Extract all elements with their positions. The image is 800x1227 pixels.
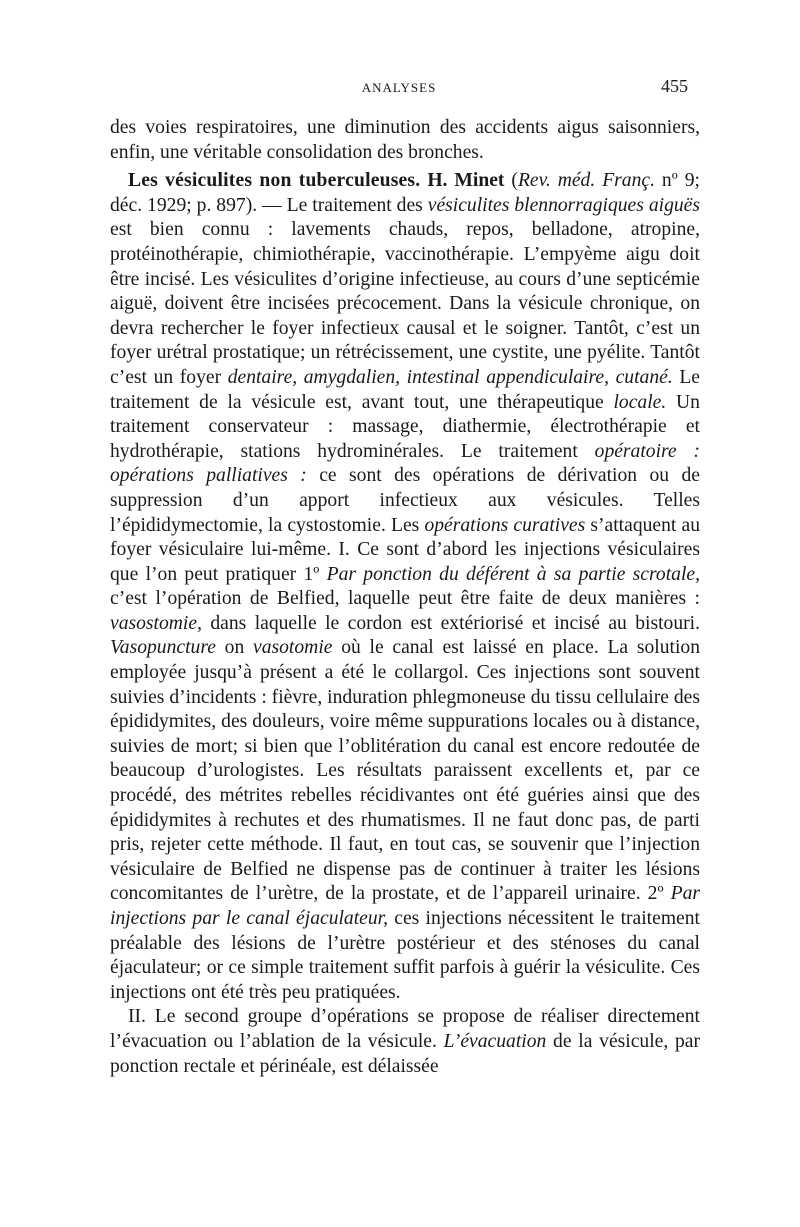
text-run: on: [215, 637, 254, 659]
intro-paragraph: [110, 116, 700, 165]
second-paragraph: [110, 1005, 700, 1079]
journal-name: Rev. méd. Franç.: [517, 170, 655, 192]
text-italic: vasostomie,: [110, 612, 202, 634]
article-author: H. Minet: [427, 170, 505, 192]
body-text: [110, 116, 700, 1079]
running-head: ANALYSES: [361, 80, 437, 95]
text-italic: vasotomie: [253, 637, 333, 659]
article-title: Les vésiculites non tuberculeuses.: [128, 170, 421, 192]
text-italic: locale.: [613, 391, 667, 413]
text-italic: dentaire, amygdalien, intestinal appendiculaire, cutané.: [227, 366, 673, 388]
text-italic: vésiculites blennorragiques aiguës: [427, 194, 700, 216]
text-italic: opératoire : opérations palliatives :: [110, 440, 700, 487]
text-italic: Par injections par le canal éjaculateur,: [110, 883, 700, 929]
text-italic: Vasopuncture: [110, 637, 216, 659]
text-run: de la vésicule, par ponction rectale et périnéale, est délaissée: [110, 1030, 700, 1077]
text-italic: Par ponction du déférent à sa partie scrotale,: [326, 563, 700, 585]
intro-text: des voies respiratoires, une diminution des accidents aigus saisonniers, enfin, une véritable consolidation des bronches.: [110, 117, 700, 163]
text-run: c’est l’opération de Belfied, laquelle peut être faite de deux manières :: [110, 588, 700, 610]
text-run: II. Le second groupe d’opérations se propose de réaliser directement l’évacuation ou l’ablation de la vésicule.: [110, 1006, 700, 1052]
text-run: s’attaquent au foyer vésiculaire lui-même. I. Ce sont d’abord les injections vésiculaires que l’on peut pratiquer 1º: [110, 514, 700, 585]
text-run: dans laquelle le cordon est extériorisé et incisé au bistouri.: [201, 612, 700, 634]
text-run: Un traitement conservateur : massage, diathermie, électrothérapie et hydrothérapie, stations hydrominérales. Le traitement: [110, 391, 700, 462]
text-italic: opérations curatives: [424, 514, 586, 536]
text-run: est bien connu : lavements chauds, repos, belladone, atropine, protéinothérapie, chimiothérapie, vaccinothérapie. L’empyème aigu doit être incisé. Les vésiculites d’origine infectieuse, au cours d’une septicémie aiguë, doivent être incisées précocement. Dans la vésicule chronique, on devra rechercher le foyer infectieux causal et le soigner. Tantôt, c’est un foyer urétral prostatique; un rétrécissement, une cystite, une pyélite. Tantôt c’est un foyer: [110, 219, 700, 388]
text-run: ces injections nécessitent le traitement préalable des lésions de l’urètre postérieur et des sténoses du canal éjaculateur; or ce simple traitement suffit parfois à guérir la vésiculite. Ces injections ont été très peu pratiquées.: [110, 908, 700, 1003]
citation-details: nº 9; déc. 1929; p. 897). — Le traitement des: [110, 170, 700, 216]
text-run: où le canal est laissé en place. La solution employée jusqu’à présent a été le collargol. Ces injections sont souvent suivies d’incidents : fièvre, induration phlegmoneuse du tissu cellulaire des épididymites, des douleurs, voire même suppurations locales ou à distance, suivies de mort; si bien que l’oblitération du canal est encore redoutée de beaucoup d’urologistes. Les résultats paraissent excellents et, par ce procédé, des métrites rebelles récidivantes ont été guéries ainsi que des épididymites à rechutes et des rhumatismes. Il ne faut donc pas, de parti pris, rejeter cette méthode. Il faut, en tout cas, se souvenir que l’injection vésiculaire de Belfied ne dispense pas de continuer à traiter les lésions concomitantes de l’urètre, de la prostate, et de l’appareil urinaire. 2º: [110, 637, 701, 905]
article-paragraph: [110, 169, 700, 1005]
text-italic: L’évacuation: [443, 1030, 547, 1052]
text-run: ce sont des opérations de dérivation ou de suppression d’un apport infectieux aux vésicules. Telles l’épididymectomie, la cystostomie. Les: [110, 465, 700, 536]
page-header: [110, 76, 688, 100]
text-run: Le traitement de la vésicule est, avant tout, une thérapeutique: [110, 366, 700, 413]
page-number: 455: [661, 76, 688, 96]
citation-open: (: [504, 170, 518, 192]
